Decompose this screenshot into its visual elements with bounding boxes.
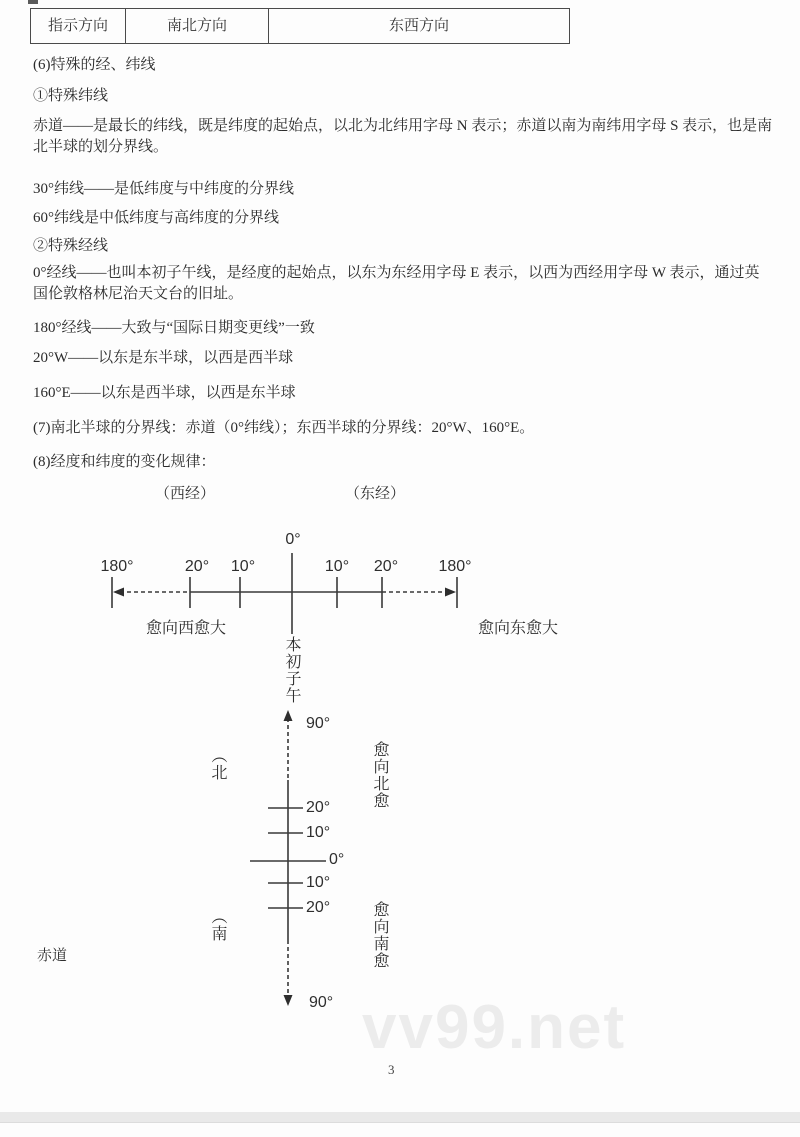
- tick-label-20e: 20°: [373, 558, 399, 575]
- tick-label-90n: 90°: [306, 715, 331, 732]
- note-increasing-eastward: 愈向东愈大: [478, 620, 559, 637]
- paragraph-60-parallel: 60°纬线是中低纬度与高纬度的分界线: [33, 210, 280, 226]
- paragraph-20w: 20°W——以东是东半球，以西是西半球: [33, 350, 294, 366]
- paragraph-section-8: (8)经度和纬度的变化规律：: [33, 454, 216, 470]
- page-separator: [0, 1112, 800, 1123]
- heading-special-meridians: ②特殊经线: [33, 238, 109, 254]
- tick-label-10n: 10°: [306, 824, 331, 841]
- tick-label-180e: 180°: [438, 558, 472, 575]
- tick-label-20s: 20°: [306, 899, 331, 916]
- label-equator: 赤道: [37, 948, 68, 964]
- heading-section-6: (6)特殊的经、纬线: [33, 57, 156, 73]
- paragraph-30-parallel: 30°纬线——是低纬度与中纬度的分界线: [33, 181, 295, 197]
- paragraph-160e: 160°E——以东是西半球，以西是东半球: [33, 385, 296, 401]
- page-number: 3: [388, 1062, 395, 1077]
- watermark: vv99.net: [362, 993, 627, 1062]
- table-border-fragment: [28, 0, 38, 4]
- tick-label-10w: 10°: [230, 558, 256, 575]
- note-increasing-southward: 愈向南愈: [371, 901, 388, 969]
- tick-label-10s: 10°: [306, 874, 331, 891]
- tick-label-0deg: 0°: [285, 531, 301, 548]
- paragraph-180-meridian: 180°经线——大致与“国际日期变更线”一致: [33, 320, 315, 336]
- label-prime-meridian: 本初子午: [283, 636, 300, 704]
- paragraph-0-meridian: 0°经线——也叫本初子午线，是经度的起始点，以东为东经用字母 E 表示，以西为西经用字母 W 表示，通过英国伦敦格林尼治天文台的旧址。: [33, 265, 760, 302]
- tick-label-20n: 20°: [306, 799, 331, 816]
- tick-label-20w: 20°: [184, 558, 210, 575]
- paragraph-section-7: (7)南北半球的分界线：赤道（0°纬线）；东西半球的分界线：20°W、160°E。: [33, 420, 535, 436]
- table-cell-indicated-direction: 指示方向: [31, 9, 126, 43]
- note-increasing-northward: 愈向北愈: [371, 741, 388, 809]
- table-cell-north-south: 南北方向: [126, 9, 269, 43]
- tick-label-10e: 10°: [324, 558, 350, 575]
- tick-label-180w: 180°: [100, 558, 134, 575]
- note-increasing-westward: 愈向西愈大: [146, 620, 227, 637]
- label-west-longitude: （西经）: [155, 486, 216, 502]
- direction-table: [30, 8, 570, 44]
- label-south: （南: [209, 908, 226, 942]
- label-east-longitude: （东经）: [345, 486, 406, 502]
- table-cell-east-west: 东西方向: [388, 18, 449, 34]
- label-north: （北: [209, 747, 226, 781]
- tick-label-0lat: 0°: [329, 851, 345, 868]
- tick-label-90s: 90°: [309, 994, 334, 1011]
- heading-special-parallels: ①特殊纬线: [33, 88, 109, 104]
- paragraph-equator: 赤道——是最长的纬线，既是纬度的起始点，以北为北纬用字母 N 表示；赤道以南为南纬用字母 S 表示，也是南北半球的划分界线。: [33, 118, 773, 155]
